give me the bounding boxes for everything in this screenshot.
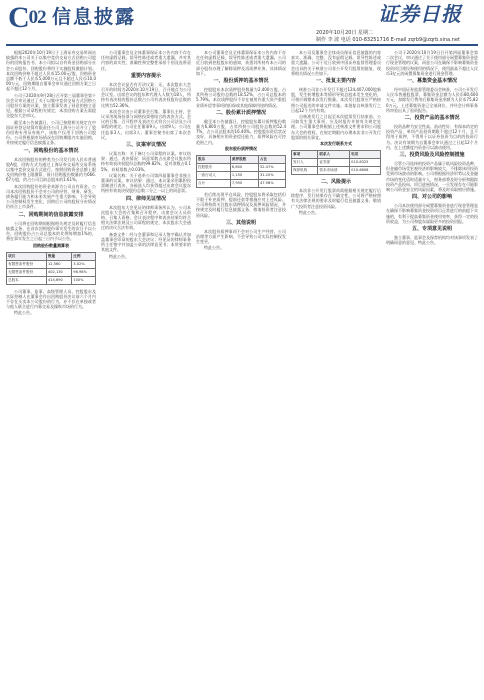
- section-heading: 二、股份累计质押情况: [215, 109, 266, 116]
- table-cell: 质押股数: [230, 155, 258, 163]
- body-paragraph: 控股股东本次质押股份数量为2,400万股，占其所持公司股份总数的18.52%，占公司总股本的5.79%。本次质押股份不存在被用作重大资产重组业绩补偿等事项的担保或其他保障用途的情况。: [196, 87, 286, 108]
- table-cell: 47.98%: [258, 179, 285, 187]
- table-cell: 6,800: [230, 163, 258, 171]
- table-cell: 31.20%: [258, 171, 285, 179]
- table-cell: 比例: [72, 252, 96, 260]
- table-cell: 保荐机构: [292, 167, 318, 175]
- section-heading: 四、对公司的影响: [411, 194, 452, 201]
- page-letter: C: [8, 1, 29, 34]
- data-table: [196, 155, 286, 188]
- table-cell: 3.02%: [72, 260, 96, 268]
- column-5: [386, 50, 478, 694]
- table-cell: 占比: [258, 155, 285, 163]
- header-rule: [6, 44, 478, 46]
- section-heading: 一、回购股份的基本情况: [23, 147, 79, 154]
- page-number: [8, 2, 46, 34]
- table-cell: 无限售条件股份: [7, 268, 47, 276]
- table-caption: 回购股份数量测算表: [33, 242, 69, 248]
- body-paragraph: 若后续出现平仓风险，控股股东将采取包括但不限于补充质押、提前还款等措施应对上述风险。公司将持续关注股东质押情况及质押风险情况，并按规定及时履行信息披露义务，敬请投资者注意投资风险。: [196, 191, 286, 218]
- table-cell: 7,950: [230, 179, 258, 187]
- table-cell: 414,690: [46, 276, 71, 284]
- data-table: [291, 150, 381, 175]
- header-date: 2020年10月20日 星期二: [316, 30, 374, 36]
- section-heading: 三、投资风险及风险控制措施: [399, 152, 465, 159]
- section-heading: 二、风险提示: [320, 179, 351, 186]
- body-paragraph: 公司本次使用部分闲置募集资金进行现金管理是在确保不影响募集资金投资项目正常进行的前提下实施的，有利于提高募集资金使用效率，获得一定的投资收益，为公司和股东谋取更多的投资回报。: [386, 203, 478, 224]
- body-paragraph: 特此公告。: [299, 209, 319, 215]
- section-heading: 一、募集资金基本情况: [406, 78, 457, 85]
- body-paragraph: 本次股份质押事项不会对公司生产经营、公司治理等方面产生影响，不会导致公司实际控制权发生变更。: [196, 228, 286, 245]
- table-cell: 有限售条件股份: [7, 260, 47, 268]
- body-paragraph: 公司董事、监事、高级管理人员、控股股东及实际控制人在董事会作出回购股份决议前六个月内不存在买卖本公司股份的行为，亦不存在单独或者与他人联合进行内幕交易及操纵市场的行为。: [6, 288, 96, 310]
- newspaper-logo: 证券日报: [378, 2, 462, 26]
- column-2: [101, 50, 191, 694]
- body-paragraph: 特此公告。: [109, 253, 129, 259]
- section-heading: 二、回购期间的信息披露安排: [18, 211, 84, 218]
- table-cell: 资本市场部: [318, 167, 350, 175]
- column-1: [6, 50, 96, 694]
- body-paragraph: 自核准发行之日起至本次股票发行结束前，公司如发生重大事项，应及时报告并按有关规定处理。公司董事会将根据上述核准文件要求和公司股东大会的授权，在规定期限内办理本次非公开发行股票的相关事宜。: [291, 114, 381, 140]
- column-3: [196, 50, 286, 694]
- table-row: [197, 163, 286, 171]
- body-paragraph: 截至本公告披露日，控股股东累计质押股份数量为6,800万股，占其所持公司股份总数的52.47%，占公司总股本的16.40%。控股股东资信状况良好，具备相应的资金偿还能力，质押风险在可控范围之内。: [196, 118, 286, 145]
- body-paragraph: 公司于2020年9月28日召开第三届董事会第十次会议审议通过了关于以集中竞价交易方式回购公司股份方案的议案，独立董事发表了同意的独立意见。根据公司章程相关规定，本次回购方案无需提交股东大会审议。: [6, 92, 96, 119]
- section-heading: 四、律师见证情况: [125, 195, 166, 202]
- page-number-digits: 02: [28, 7, 46, 28]
- table-cell: 电话: [350, 151, 381, 159]
- table-row: [7, 276, 96, 284]
- table-cell: 总股本: [7, 276, 47, 284]
- section-heading: 一、批复主要内容: [315, 78, 356, 85]
- table-cell: 1,150: [230, 171, 258, 179]
- body-paragraph: 特此公告。: [14, 310, 34, 316]
- table-cell: 96.98%: [72, 268, 96, 276]
- body-paragraph: 本次会议是否有否决议案：无。本次股东大会召开的时间为2020年10月19日，召开地点为公司会议室。出席会议的股东和代理人人数为18人，所持有表决权的股份总数占公司有表决权股份总数的比例为52.36%。: [101, 81, 191, 108]
- table-cell: 事项: [292, 151, 318, 159]
- section-title: 信息披露: [52, 6, 137, 28]
- body-paragraph: 本公司及董事会全体成员保证信息披露的内容真实、准确、完整，没有虚假记载、误导性陈述或重大遗漏。公司于近日收到中国证券监督管理委员会出具的关于核准公司非公开发行股票的批复，现将相关情况公告如下。: [291, 50, 381, 76]
- table-cell: 数量: [46, 252, 71, 260]
- body-paragraph: 本次回购股份的种类为公司发行的人民币普通股A股，回购方式为通过上海证券交易所交易系统以集中竞价交易方式进行。按照回购资金总额上限及回购价格上限测算，预计回购股份数量约为666.67万股，约占公司目前总股本的1.61%。: [6, 156, 96, 183]
- body-paragraph: 经中国证券监督管理委员会核准，公司公开发行人民币普通股股票，募集资金总额为人民币80,600万元，扣除发行费用后募集资金净额为人民币75,820万元。上述募集资金已全部到位，并经会计师事务所审验出具了验资报告。: [386, 87, 478, 113]
- body-paragraph: 核准公司非公开发行不超过124,407,000股新股，发生转增股本等情形导致总股本发生变化的，可相应调整本次发行数量。本次发行股票应严格按照公司报送的申请文件实施。本批复自核准发行之日起12个月内有效。: [291, 87, 381, 113]
- table-row: [7, 260, 96, 268]
- section-heading: 二、投资产品的基本情况: [404, 115, 460, 122]
- body-paragraph: 公司将在回购期间根据相关规定及时履行信息披露义务，在首次回购股份事实发生的次日予以公告，回购股份占公司总股本的比例每增加1%的，将在事实发生之日起三日内予以公告。: [6, 220, 96, 242]
- table-row: [197, 179, 286, 187]
- table-cell: 402,130: [46, 268, 71, 276]
- table-header-row: [292, 151, 381, 159]
- table-cell: 12,560: [46, 260, 71, 268]
- table-row: [292, 167, 381, 175]
- body-paragraph: 本公司董事会及全体董事保证本公告内容不存在任何虚假记载、误导性陈述或者重大遗漏。公司近日收到控股股东的通知，获悉其所持有本公司的部分股份办理了解除质押及再质押业务，具体情况如下。: [196, 50, 286, 76]
- body-paragraph: 公司董事会及全体董事保证本公告内容不存在任何虚假记载、误导性陈述或者重大遗漏，并对其内容的真实性、准确性和完整性承担个别及连带责任。: [101, 50, 191, 71]
- body-paragraph: 议案名称：关于选举公司第四届董事会非独立董事的议案。审议结果：通过。本议案采用累积投票制进行表决，各候选人均获得超过出席会议股东所持有效表决权股份总数二分之一以上的同意票。: [101, 172, 191, 194]
- body-paragraph: 投资品种为安全性高、流动性好、有保本约定的投资产品，单项产品投资期限不超过12个月，且不得用于质押，不得用于以证券投资为目的的投资行为。决议有效期为自董事会审议通过之日起12个月内，在上述额度内资金可以滚动使用。: [386, 124, 478, 150]
- table-cell: 证券部: [318, 159, 350, 167]
- body-paragraph: 截至本公告披露日，公司已按照相关规定在中国证券登记结算有限责任公司上海分公司开立了股份回购专用证券账户，该账户仅用于回购公司股份。公司将根据市场情况在回购期限内实施回购，并按规定履行信息披露义务。: [6, 119, 96, 146]
- header-contact: 制作 李 波 电话 010-83251716 E-mail zqrb9@zqrb.sina.net: [316, 37, 460, 43]
- body-paragraph: 公司于2020年10月19日召开第四届董事会第二次会议，审议通过了关于使用部分闲置募集资金进行现金管理的议案，同意公司在确保不影响募集资金投资项目建设和使用的情况下，使用最高不超过人民币3亿元的闲置募集资金进行现金管理。: [386, 50, 478, 76]
- body-paragraph: 本次回购股份的资金来源为公司自有资金。公司本次回购股份不会对公司的经营、财务、研发、债务履行能力和未来发展产生重大影响，不会导致公司控制权发生变化，回购后公司的股权分布情况仍符合上市条件。: [6, 183, 96, 210]
- table-row: [197, 171, 286, 179]
- body-paragraph: 本次股东大会见证的律师事务所认为，公司本次股东大会的召集和召开程序、出席会议人员资格、召集人资格、会议表决程序和表决结果均符合相关法律法规及公司章程的规定，本次股东大会通过的决议合法有效。: [101, 204, 191, 231]
- table-cell: 联系人: [318, 151, 350, 159]
- section-heading: 三、议案审议情况: [125, 142, 166, 149]
- table-cell: 一致行动人: [197, 171, 231, 179]
- section-heading: 重要内容提示: [130, 72, 161, 79]
- table-cell: 股东: [197, 155, 231, 163]
- section-heading: 五、专项意见说明: [411, 226, 452, 233]
- body-paragraph: 本次会议由公司董事会召集，董事长主持，会议采用现场投票与网络投票相结合的表决方式。会议的召集、召开程序及表决方式符合公司法及公司章程的规定。公司在任董事9人，出席9人；公司在任监事3人，出席3人；董事会秘书出席了本次会议。: [101, 108, 191, 140]
- table-caption: 本次发行联系方式: [320, 141, 352, 147]
- body-paragraph: 独立董事、监事会及保荐机构均对该事项发表了明确同意的意见。特此公告。: [386, 235, 478, 246]
- column-4: [291, 50, 381, 694]
- table-cell: 100%: [72, 276, 96, 284]
- body-paragraph: 备查文件：经与会董事和记录人签字确认并加盖董事会印章的股东大会决议；经见证的律师事务所主任签字并加盖公章的法律意见书；本所要求的其他文件。: [101, 231, 191, 253]
- data-table: [6, 252, 96, 285]
- body-paragraph: 尽管公司选择的投资产品属于低风险投资品种，但金融市场受宏观经济的影响较大，不排除该项投资受到市场波动的影响。公司将根据经济形势以及金融市场的变化适时适量介入，财务部将及时分析和跟踪投资产品投向、项目进展情况，一旦发现存在可能影响公司资金安全的风险因素，将及时采取相应措施。: [386, 161, 478, 193]
- body-paragraph: 根据2020年10月19日于上海证券交易所网站披露的本公司关于以集中竞价交易方式回购公司股份的回购报告书，本公司拟以自有资金回购部分社会公众股份，回购股份将用于实施股权激励计划。本次回购价格不超过人民币15.00元/股，回购资金总额不低于人民币5,000万元且不超过人民币10,000万元，回购期限自董事会审议通过回购方案之日起不超过12个月。: [6, 50, 96, 92]
- table-header-row: [197, 155, 286, 163]
- table-row: [292, 159, 381, 167]
- table-cell: 52.47%: [258, 163, 285, 171]
- body-paragraph: 议案名称：关于修订公司章程的议案。审议结果：通过。表决情况：同意票数占出席会议股东所持有效表决权股份总数的99.82%，反对票数占0.15%，弃权票数占0.03%。: [101, 151, 191, 172]
- table-cell: 010-6608: [350, 167, 381, 175]
- table-cell: 发行人: [292, 159, 318, 167]
- table-cell: 010-8325: [350, 159, 381, 167]
- page-header: [0, 0, 484, 44]
- table-row: [7, 268, 96, 276]
- body-paragraph: 本次非公开发行股票尚需根据相关规定履行后续程序，发行结果存在不确定性。公司将严格按照有关法律法规的要求及时履行信息披露义务，敬请广大投资者注意投资风险。: [291, 188, 381, 209]
- body-paragraph: 特此公告。: [204, 245, 224, 251]
- table-cell: 合计: [197, 179, 231, 187]
- table-cell: 控股股东: [197, 163, 231, 171]
- table-cell: 项目: [7, 252, 47, 260]
- table-caption: 股东股份质押情况: [225, 145, 257, 151]
- table-header-row: [7, 252, 96, 260]
- section-heading: 一、股份质押的基本情况: [213, 78, 269, 85]
- section-heading: 三、其他说明: [225, 219, 256, 226]
